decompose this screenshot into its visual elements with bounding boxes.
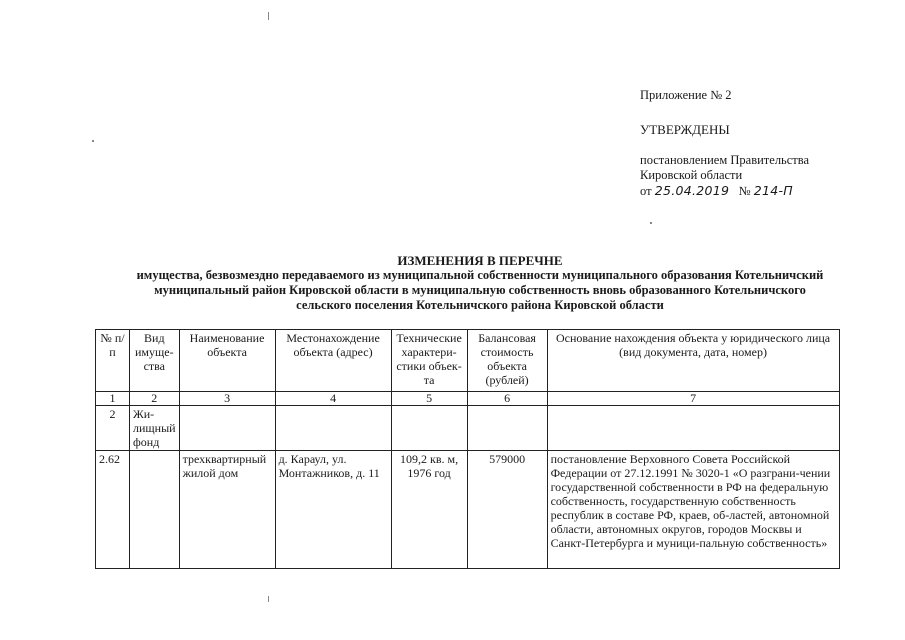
row-value: 579000 xyxy=(467,451,547,569)
decree-number: 214-П xyxy=(753,183,793,198)
decree-prefix: от xyxy=(640,184,652,198)
section-type: Жи-лищный фонд xyxy=(130,406,180,451)
section-row xyxy=(96,406,840,451)
empty-cell xyxy=(275,406,391,451)
decree-date: 25.04.2019 xyxy=(654,183,730,198)
header-cell-value: Балансовая стоимость объекта (рублей) xyxy=(467,330,547,392)
row-address: д. Караул, ул. Монтажников, д. 11 xyxy=(275,451,391,569)
row-specs: 109,2 кв. м, 1976 год xyxy=(391,451,467,569)
column-number: 7 xyxy=(547,392,839,406)
column-number: 3 xyxy=(179,392,275,406)
section-number: 2 xyxy=(96,406,130,451)
title-line-4: сельского поселения Котельничского района Кировской области xyxy=(296,298,664,312)
decree-line-2: Кировской области xyxy=(640,168,743,182)
column-number: 5 xyxy=(391,392,467,406)
scan-speck xyxy=(268,12,269,20)
header-cell-basis: Основание нахождения объекта у юридического лица (вид документа, дата, номер) xyxy=(547,330,839,392)
empty-cell xyxy=(179,406,275,451)
table-header-row xyxy=(96,330,840,392)
header-cell-type: Вид имуще-ства xyxy=(130,330,180,392)
approved-label: УТВЕРЖДЕНЫ xyxy=(640,122,730,137)
attachment-label: Приложение № 2 xyxy=(640,88,732,102)
empty-cell xyxy=(467,406,547,451)
document-title xyxy=(100,253,860,313)
column-number: 2 xyxy=(130,392,180,406)
column-number-row xyxy=(96,392,840,406)
scan-speck xyxy=(268,596,269,602)
row-basis: постановление Верховного Совета Российской Федерации от 27.12.1991 № 3020-1 «О разграни-чении государственной собственности в РФ на федеральную собственность, государственную собственность республик в составе РФ, краев, об-ластей, автономной области, автономных округов, городов Москвы и Санкт-Петербурга и муници-пальную собственность» xyxy=(547,451,839,569)
column-number: 1 xyxy=(96,392,130,406)
column-number: 6 xyxy=(467,392,547,406)
row-name: трехквартирный жилой дом xyxy=(179,451,275,569)
title-line-1: ИЗМЕНЕНИЯ В ПЕРЕЧНЕ xyxy=(397,253,563,268)
row-number: 2.62 xyxy=(96,451,130,569)
scan-speck xyxy=(92,140,94,142)
header-cell-name: Наименование объекта xyxy=(179,330,275,392)
decree-date-line xyxy=(640,183,809,199)
title-line-3: муниципальный район Кировской области в муниципальную собственность вновь образованного Котельничского xyxy=(154,283,806,297)
property-table xyxy=(95,329,840,569)
empty-cell xyxy=(391,406,467,451)
title-line-2: имущества, безвозмездно передаваемого из муниципальной собственности муниципального образования Котельничский xyxy=(136,268,824,282)
empty-cell xyxy=(547,406,839,451)
scan-speck xyxy=(650,222,652,224)
decree-number-prefix: № xyxy=(738,184,751,198)
decree-line-1: постановлением Правительства xyxy=(640,153,810,167)
table-row xyxy=(96,451,840,569)
column-number: 4 xyxy=(275,392,391,406)
header-cell-address: Местонахождение объекта (адрес) xyxy=(275,330,391,392)
row-type xyxy=(130,451,180,569)
approval-block xyxy=(640,88,809,199)
header-cell-specs: Технические характери-стики объек-та xyxy=(391,330,467,392)
header-cell-number: № п/п xyxy=(96,330,130,392)
